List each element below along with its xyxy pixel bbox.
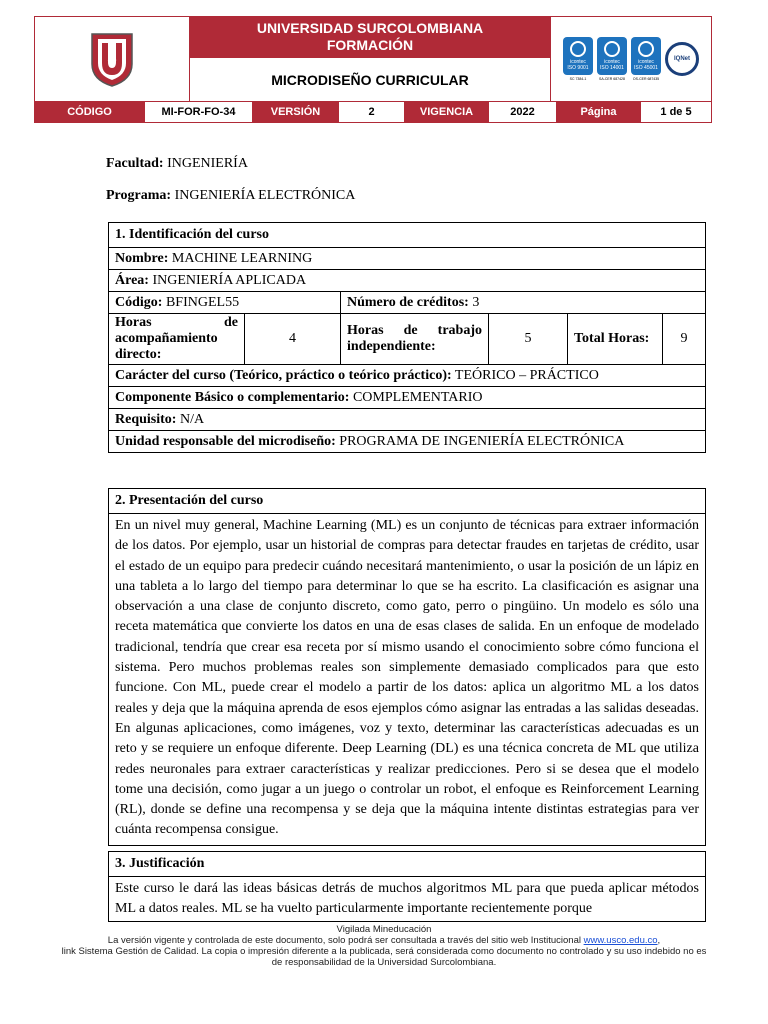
total-hours-value: 9 <box>663 314 706 365</box>
responsible-unit: Unidad responsable del microdiseño: PROGRAMA DE INGENIERÍA ELECTRÓNICA <box>109 431 706 453</box>
cert-badge: icontec ISO 9001 SC 7384-1 <box>563 37 593 81</box>
document-title: MICRODISEÑO CURRICULAR <box>190 57 550 101</box>
icontec-icon: icontec ISO 9001 <box>563 37 593 75</box>
page-value: 1 de 5 <box>660 106 692 118</box>
title-band <box>190 17 550 57</box>
total-hours-label: Total Horas: <box>568 314 663 365</box>
version-value: 2 <box>339 102 405 122</box>
icontec-icon: icontec ISO 45001 <box>631 37 661 75</box>
justification-table <box>108 851 706 922</box>
course-requirement: Requisito: N/A <box>109 409 706 431</box>
footer-notice: La versión vigente y controlada de este documento, solo podrá ser consultada a través del sitio web Institucional www.usco.edu.co, <box>107 935 661 946</box>
icontec-icon: icontec ISO 14001 <box>597 37 627 75</box>
svg-text:S: S <box>107 50 117 66</box>
validity-label: VIGENCIA <box>405 102 489 122</box>
validity-value: 2022 <box>489 102 557 122</box>
code-label: CÓDIGO <box>35 102 145 122</box>
section-title: 1. Identificación del curso <box>109 223 706 248</box>
section-title: 3. Justificación <box>109 852 706 877</box>
course-component: Componente Básico o complementario: COMPLEMENTARIO <box>109 387 706 409</box>
hours-direct-label: Horas de acompañamiento directo: <box>109 314 245 365</box>
cert-badge: icontec ISO 14001 SA-CER 687428 <box>597 37 627 81</box>
program-line: Programa: INGENIERÍA ELECTRÓNICA <box>106 188 356 203</box>
page-label: Página <box>557 102 641 122</box>
footer-disclaimer: link Sistema Gestión de Calidad. La copia o impresión diferente a la publicada, será considerada como documento no controlado y su uso indebido no es de responsabilidad de la Universidad Surcolombiana. <box>61 946 707 968</box>
version-label: VERSIÓN <box>253 102 339 122</box>
course-name: Nombre: MACHINE LEARNING <box>109 248 706 270</box>
footer-oversight: Vigilada Mineducación <box>336 924 432 935</box>
hours-independent-value: 5 <box>489 314 568 365</box>
presentation-body: En un nivel muy general, Machine Learning (ML) es un conjunto de técnicas para extraer información de los datos. Por ejemplo, usar un historial de compras para detectar fraudes en tarjetas de crédito, usar el estado de un equipo para predecir cuándo necesitará mantenimiento, o usar la posición de un lápiz en una tableta a lo largo del tiempo para determinar lo que se ha escrito. La clasificación es asignar una observación a una clase de conjunto discreto, como gato, perro o pingüino. Un modelo es sólo una receta matemática que convierte los datos en una de esas clases de salida. En un enfoque de modelado tradicional, tendría que crear esa receta por sí mismo usando el conocimiento sobre cómo funciona el sistema. Pero muchos problemas reales son simplemente demasiado complicados para que esto funcione. Con ML, puede crear el modelo a partir de los datos: aplica un algoritmo ML a los datos reales y deja que la máquina aprenda de esos ejemplos cómo asignar las entradas a las salidas deseadas. En algunas aplicaciones, como imágenes, voz y texto, determinar las características adecuadas es un reto y se requiere un enfoque diferente. Deep Learning (DL) es una técnica concreta de ML que utiliza redes neuronales para extraer características y realizar predicciones. Pero si se desea que el modelo tome una decisión, como jugar a un juego o controlar un robot, el enfoque es Reinforcement Learning (RL), donde se define una recompensa y se deja que la máquina intente distintas estrategias para ver cuánta recompensa consigue. <box>109 514 706 846</box>
course-code: Código: BFINGEL55 <box>109 292 341 314</box>
course-credits: Número de créditos: 3 <box>341 292 706 314</box>
course-area: Área: INGENIERÍA APLICADA <box>109 270 706 292</box>
area-name: FORMACIÓN <box>326 37 414 53</box>
faculty-line: Facultad: INGENIERÍA <box>106 156 248 171</box>
university-name: UNIVERSIDAD SURCOLOMBIANA <box>256 20 484 36</box>
document-code-row <box>35 101 711 122</box>
document-header <box>34 16 712 123</box>
institution-link[interactable]: www.usco.edu.co <box>583 935 658 946</box>
university-logo <box>35 17 190 101</box>
cert-badge: icontec ISO 45001 OS-CER 687435 <box>631 37 661 81</box>
iqnet-icon: IQNet <box>665 42 699 76</box>
hours-independent-label: Horas de trabajo independiente: <box>341 314 489 365</box>
certifications <box>550 17 711 101</box>
page-footer <box>0 924 768 968</box>
course-presentation-table <box>108 488 706 846</box>
hours-direct-value: 4 <box>245 314 341 365</box>
course-identification-table <box>108 222 706 453</box>
section-title: 2. Presentación del curso <box>109 489 706 514</box>
course-character: Carácter del curso (Teórico, práctico o teórico práctico): TEÓRICO – PRÁCTICO <box>109 365 706 387</box>
code-value: MI-FOR-FO-34 <box>145 102 253 122</box>
justification-body: Este curso le dará las ideas básicas detrás de muchos algoritmos ML para que pueda aplicar métodos ML a datos reales. ML se ha vuelto particularmente importante recientemente porque <box>109 877 706 922</box>
